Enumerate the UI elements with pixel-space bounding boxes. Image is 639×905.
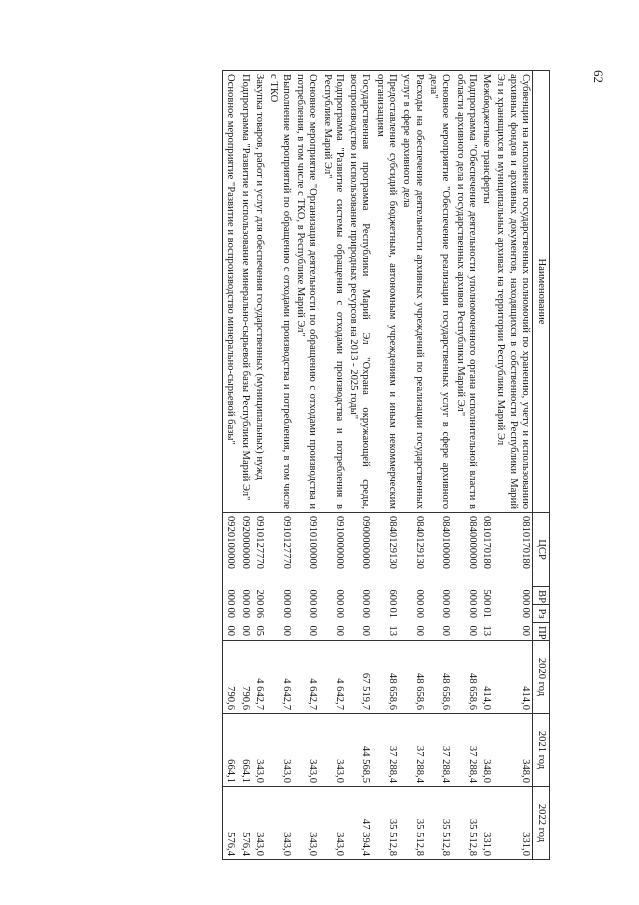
row-name: Государственная программа Республики Марий Эл "Охрана окружающей среды, воспроизводство и использование природных ресурсов на 2013 - 2025 годы" [346, 71, 373, 513]
row-value-2021: 44 568,5 [346, 714, 373, 787]
row-csr: 0910000000 [333, 516, 345, 569]
row-value-2020: 67 519,7 [346, 641, 373, 714]
row-value-2021: 343,0 [293, 714, 320, 787]
table-row [319, 71, 346, 860]
row-name: Межбюджетные трансферты [479, 71, 493, 513]
row-value-2021: 664,1 [223, 714, 238, 787]
row-vr: 000 [413, 589, 425, 606]
row-value-2020: 48 658,6 [426, 641, 453, 714]
row-name: Подпрограмма "Развитие и использование минерально-сырьевой базы Республики Марий Эл" [237, 71, 251, 513]
row-name: Субвенции на исполнение государственных полномочий по хранению, учету и использованию архивных фондов и архивных документов, находящихся в собственности Республики Марий Эл и хранящихся в муниципальных архивах на территории Республики Марий Эл [493, 71, 532, 513]
row-value-2020: 414,0 [493, 641, 532, 714]
row-value-2020: 48 658,6 [399, 641, 426, 714]
row-pr: 00 [223, 623, 238, 641]
row-vr: 000 [333, 589, 345, 606]
row-value-2021: 348,0 [493, 714, 532, 787]
row-value-2022: 343,0 [319, 787, 346, 860]
row-value-2021: 664,1 [237, 714, 251, 787]
row-vr: 000 [239, 589, 251, 606]
row-vr: 000 [520, 589, 531, 606]
header-vr: ВР [533, 587, 550, 605]
rotated-table-container [70, 70, 550, 860]
row-pr: 00 [360, 625, 372, 637]
row-value-2020: 414,0 [479, 641, 493, 714]
row-name: Подпрограмма "Развитие системы обращения с отходами производства и потребления в Республике Марий Эл" [319, 71, 346, 513]
row-rz: 00 [520, 607, 531, 619]
row-value-2021: 37 288,4 [426, 714, 453, 787]
row-csr: 0840129130 [413, 516, 425, 569]
row-value-2022: 331,0 [493, 787, 532, 860]
row-value-2022: 35 512,8 [399, 787, 426, 860]
table-row [252, 71, 266, 860]
row-value-2022: 343,0 [252, 787, 266, 860]
table-row [266, 71, 293, 860]
row-value-2022: 47 394,4 [346, 787, 373, 860]
row-pr: 13 [481, 625, 493, 637]
row-vr: 000 [466, 589, 478, 606]
row-value-2020: 790,6 [237, 641, 251, 714]
row-vr: 500 [481, 589, 493, 606]
row-pr: 00 [280, 625, 292, 637]
table-row [399, 71, 426, 860]
row-csr: 0920100000 [223, 513, 238, 587]
row-vr: 600 [387, 589, 399, 606]
row-value-2022: 35 512,8 [372, 787, 399, 860]
row-pr: 00 [239, 625, 251, 637]
header-rz: Рз [533, 605, 550, 623]
row-value-2021: 343,0 [319, 714, 346, 787]
row-name: Основное мероприятие "Обеспечение реализации государственных услуг в сфере архивного дела" [426, 71, 453, 513]
row-value-2020: 4 642,7 [319, 641, 346, 714]
row-value-2021: 37 288,4 [399, 714, 426, 787]
row-value-2020: 48 658,6 [372, 641, 399, 714]
row-value-2021: 37 288,4 [452, 714, 479, 787]
row-vr: 200 [254, 589, 266, 606]
row-rz: 00 [466, 607, 478, 619]
row-pr: 13 [387, 625, 399, 637]
row-name: Основное мероприятие "Организация деятельности по обращению с отходами производства и потребления, в том числе с ТКО, в Республике Марий Эл" [293, 71, 320, 513]
header-pr: ПР [533, 623, 550, 641]
row-csr: 0840100000 [440, 516, 452, 569]
row-rz: 00 [413, 607, 425, 619]
row-value-2020: 4 642,7 [252, 641, 266, 714]
row-csr: 0910100000 [307, 516, 319, 569]
row-pr: 00 [520, 625, 531, 637]
row-vr: 000 [360, 589, 372, 606]
row-value-2021: 343,0 [252, 714, 266, 787]
row-vr: 000 [223, 587, 238, 605]
row-value-2020: 4 642,7 [266, 641, 293, 714]
table-row [237, 71, 251, 860]
table-row [372, 71, 399, 860]
row-vr: 000 [307, 589, 319, 606]
row-pr: 00 [466, 625, 478, 637]
row-name: Основное мероприятие "Развитие и воспроизводство минерально-сырьевой базы" [223, 71, 238, 513]
row-rz: 00 [360, 607, 372, 619]
row-name: Подпрограмма "Обеспечение деятельности уполномоченного органа исполнительной власти в области архивного дела и государственных архивов Республики Марий Эл" [452, 71, 479, 513]
row-value-2022: 343,0 [266, 787, 293, 860]
row-name: Расходы на обеспечение деятельности архивных учреждений по реализации государственных услуг в сфере архивного дела [399, 71, 426, 513]
row-name: Предоставление субсидий бюджетным, автономным учреждениям и иным некоммерческим организациям [372, 71, 399, 513]
row-csr: 0920000000 [239, 516, 251, 569]
budget-table [222, 70, 550, 860]
row-pr: 05 [254, 625, 266, 637]
row-pr: 00 [440, 625, 452, 637]
row-csr: 0910127770 [254, 516, 266, 569]
row-value-2021: 37 288,4 [372, 714, 399, 787]
row-pr: 00 [307, 625, 319, 637]
table-row [293, 71, 320, 860]
row-value-2020: 48 658,6 [452, 641, 479, 714]
row-rz: 00 [333, 607, 345, 619]
row-value-2021: 343,0 [266, 714, 293, 787]
row-value-2021: 348,0 [479, 714, 493, 787]
table-row [479, 71, 493, 860]
table-row [223, 71, 238, 860]
row-value-2020: 4 642,7 [293, 641, 320, 714]
row-name: Закупка товаров, работ и услуг для обеспечения государственных (муниципальных) нужд [252, 71, 266, 513]
row-csr: 0910127770 [280, 516, 292, 569]
row-value-2022: 576,4 [223, 787, 238, 860]
row-value-2022: 343,0 [293, 787, 320, 860]
row-rz: 00 [239, 607, 251, 619]
row-name: Выполнение мероприятий по обращению с отходами производства и потребления, в том числе с ТКО [266, 71, 293, 513]
row-rz: 01 [481, 607, 493, 619]
row-rz: 00 [280, 607, 292, 619]
table-header-row [533, 71, 550, 860]
row-rz: 01 [387, 607, 399, 619]
row-csr: 0840000000 [466, 516, 478, 569]
row-rz: 00 [440, 607, 452, 619]
row-value-2022: 35 512,8 [426, 787, 453, 860]
header-name: Наименование [533, 71, 550, 513]
page-number: 62 [591, 70, 606, 83]
header-2022: 2022 год [533, 787, 550, 860]
row-value-2022: 576,4 [237, 787, 251, 860]
row-pr: 00 [333, 625, 345, 637]
row-csr: 0900000000 [360, 516, 372, 569]
document-sheet [70, 70, 550, 860]
row-value-2022: 35 512,8 [452, 787, 479, 860]
row-rz: 00 [307, 607, 319, 619]
row-csr: 0840129130 [387, 516, 399, 569]
table-body [223, 71, 533, 860]
row-csr: 0810170180 [520, 516, 531, 569]
header-2020: 2020 год [533, 641, 550, 714]
row-vr: 000 [440, 589, 452, 606]
table-row [452, 71, 479, 860]
table-row [493, 71, 532, 860]
row-csr: 0810170180 [481, 516, 493, 569]
table-row [346, 71, 373, 860]
table-row [426, 71, 453, 860]
header-csr: ЦСР [533, 513, 550, 587]
row-value-2020: 790,6 [223, 641, 238, 714]
row-pr: 00 [413, 625, 425, 637]
row-rz: 00 [223, 605, 238, 623]
row-value-2022: 331,0 [479, 787, 493, 860]
header-2021: 2021 год [533, 714, 550, 787]
row-vr: 000 [280, 589, 292, 606]
row-rz: 06 [254, 607, 266, 619]
